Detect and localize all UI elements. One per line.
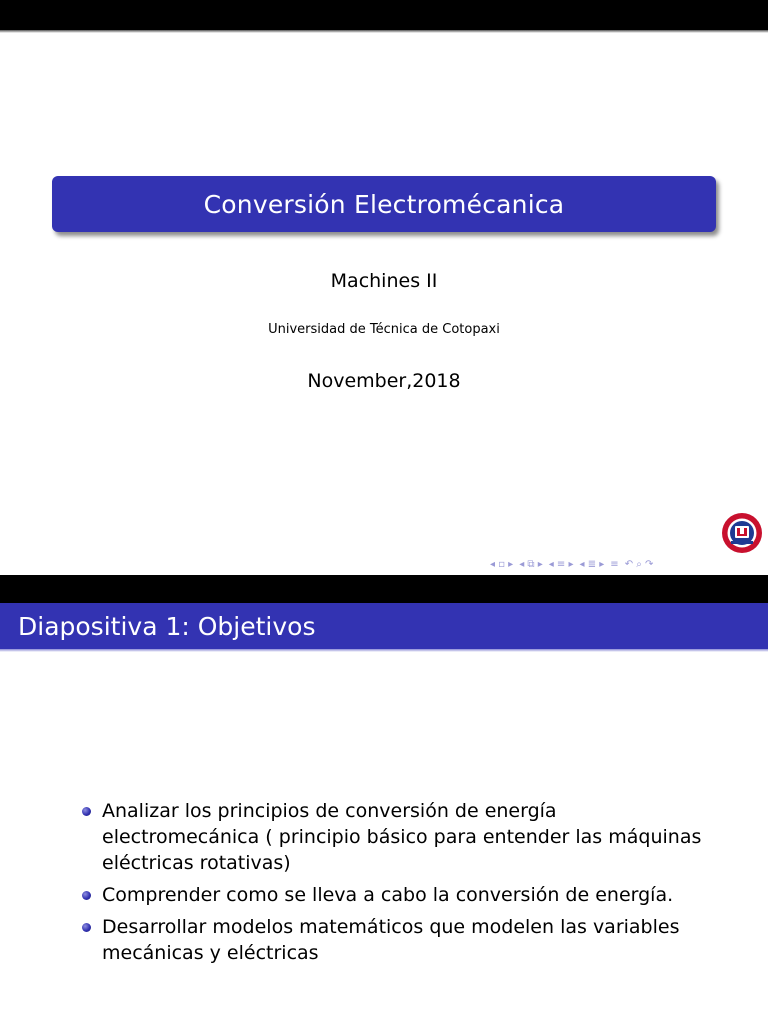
institute-name: Universidad de Técnica de Cotopaxi xyxy=(268,322,500,337)
list-item xyxy=(82,914,702,966)
objectives-slide xyxy=(0,575,768,1024)
bullet-icon xyxy=(82,891,91,900)
nav-subsection-icon[interactable]: ◂ ⧉ ▸ xyxy=(519,558,543,570)
nav-search-icon[interactable]: ↶ ⌕ ↷ xyxy=(624,558,654,570)
presentation-date: November,2018 xyxy=(307,370,461,392)
bullet-icon xyxy=(82,923,91,932)
university-logo xyxy=(721,512,763,554)
objectives-list xyxy=(82,798,702,972)
presentation-title: Conversión Electromécanica xyxy=(203,189,565,219)
list-item-text: Analizar los principios de conversión de energía electromecánica ( principio básico para entender las máquinas eléctricas rotativas) xyxy=(102,800,702,874)
navigation-symbols xyxy=(490,557,762,571)
nav-section-icon[interactable]: ◂ ≡ ▸ xyxy=(548,558,574,570)
list-item xyxy=(82,882,702,908)
list-item-text: Comprender como se lleva a cabo la conversión de energía. xyxy=(102,884,674,906)
presentation-subtitle: Machines II xyxy=(330,270,438,292)
bullet-icon xyxy=(82,807,91,816)
list-item-text: Desarrollar modelos matemáticos que modelen las variables mecánicas y eléctricas xyxy=(102,916,680,964)
title-box xyxy=(52,176,716,232)
frame-title: Diapositiva 1: Objetivos xyxy=(18,611,316,641)
list-item xyxy=(82,798,702,876)
top-bar xyxy=(0,0,768,30)
nav-align-icon[interactable]: ≡ xyxy=(610,558,619,570)
nav-subsection-list-icon[interactable]: ◂ ≣ ▸ xyxy=(579,558,605,570)
top-bar xyxy=(0,575,768,603)
frame-title-bar xyxy=(0,603,768,649)
nav-frame-icon[interactable]: ◂ ▫ ▸ xyxy=(490,558,514,570)
